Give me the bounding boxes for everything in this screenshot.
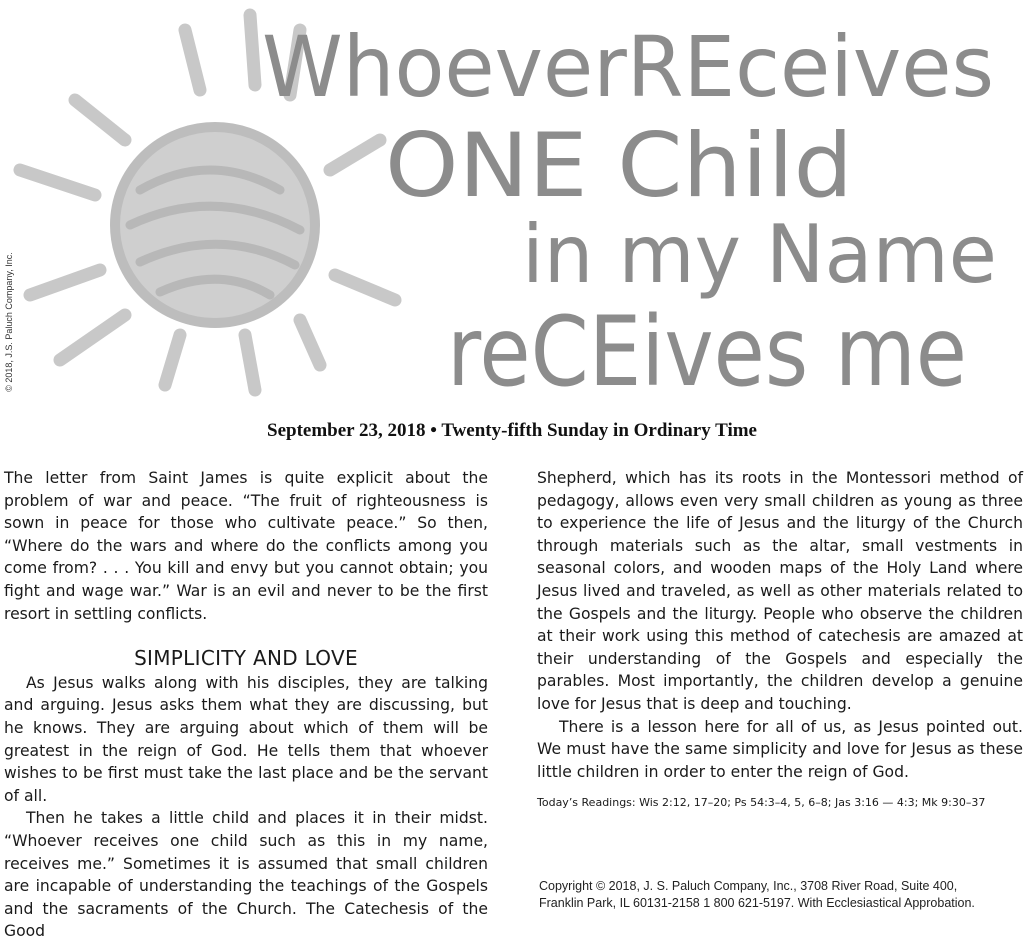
section-heading: SIMPLICITY AND LOVE [134, 646, 358, 671]
footer-line-1: Copyright © 2018, J. S. Paluch Company, Inc., 3708 River Road, Suite 400, [539, 879, 958, 893]
banner-text [262, 18, 997, 408]
side-copyright: © 2018, J.S. Paluch Company, Inc. [4, 252, 14, 392]
banner-line-3: in my Name [522, 208, 997, 301]
body-paragraph-2: Then he takes a little child and places it in their midst. “Whoever receives one child such as this in my name, receives me.” Sometimes it is assumed that small children are incapable of understanding the teachings of the Gospels and the sacraments of the Church. The Catechesis of the Good [4, 809, 488, 941]
crayon-banner [0, 0, 1024, 410]
todays-readings: Today’s Readings: Wis 2:12, 17–20; Ps 54:3–4, 5, 6–8; Jas 3:16 — 4:3; Mk 9:30–37 [537, 796, 986, 810]
left-column [4, 467, 488, 943]
intro-paragraph: The letter from Saint James is quite explicit about the problem of war and peace. “The fruit of righteousness is sown in peace for those who cultivate peace.” So then, “Where do the wars and where do the conflicts among you come from? . . . You kill and envy but you cannot obtain; you fight and wage war.” War is an evil and never to be the first resort in settling conflicts. [4, 469, 488, 623]
body-paragraph-1: As Jesus walks along with his disciples, they are talking and arguing. Jesus asks them what they are discussing, but he knows. They are arguing about which of them will be greatest in the reign of God. He tells them that whoever wishes to be first must take the last place and be the servant of all. [4, 673, 488, 805]
continued-paragraph: Shepherd, which has its roots in the Montessori method of pedagogy, allows even very small children as young as three to experience the life of Jesus and the liturgy of the Church through materials such as the altar, small vestments in seasonal colors, and wooden maps of the Holy Land where Jesus lived and traveled, as well as other materials related to the Gospels and the liturgy. People who observe the children at their work using this method of catechesis are amazed at their understanding of the Gospels and especially the parables. Most importantly, the children develop a genuine love for Jesus that is deep and touching. [537, 469, 1023, 713]
lesson-paragraph: There is a lesson here for all of us, as Jesus pointed out. We must have the same simplicity and love for Jesus as these little children in order to enter the reign of God. [537, 717, 1023, 781]
footer-line-2: Franklin Park, IL 60131-2158 1 800 621-5197. With Ecclesiastical Approbation. [539, 896, 975, 910]
banner-line-4: reCEives me [447, 296, 967, 408]
footer-copyright [539, 878, 1009, 912]
right-column [537, 467, 1023, 810]
banner-line-2: ONE Child [385, 114, 853, 217]
banner-line-1: WhoeverREceives [262, 18, 994, 116]
date-line: September 23, 2018 • Twenty-fifth Sunday in Ordinary Time [267, 420, 757, 441]
